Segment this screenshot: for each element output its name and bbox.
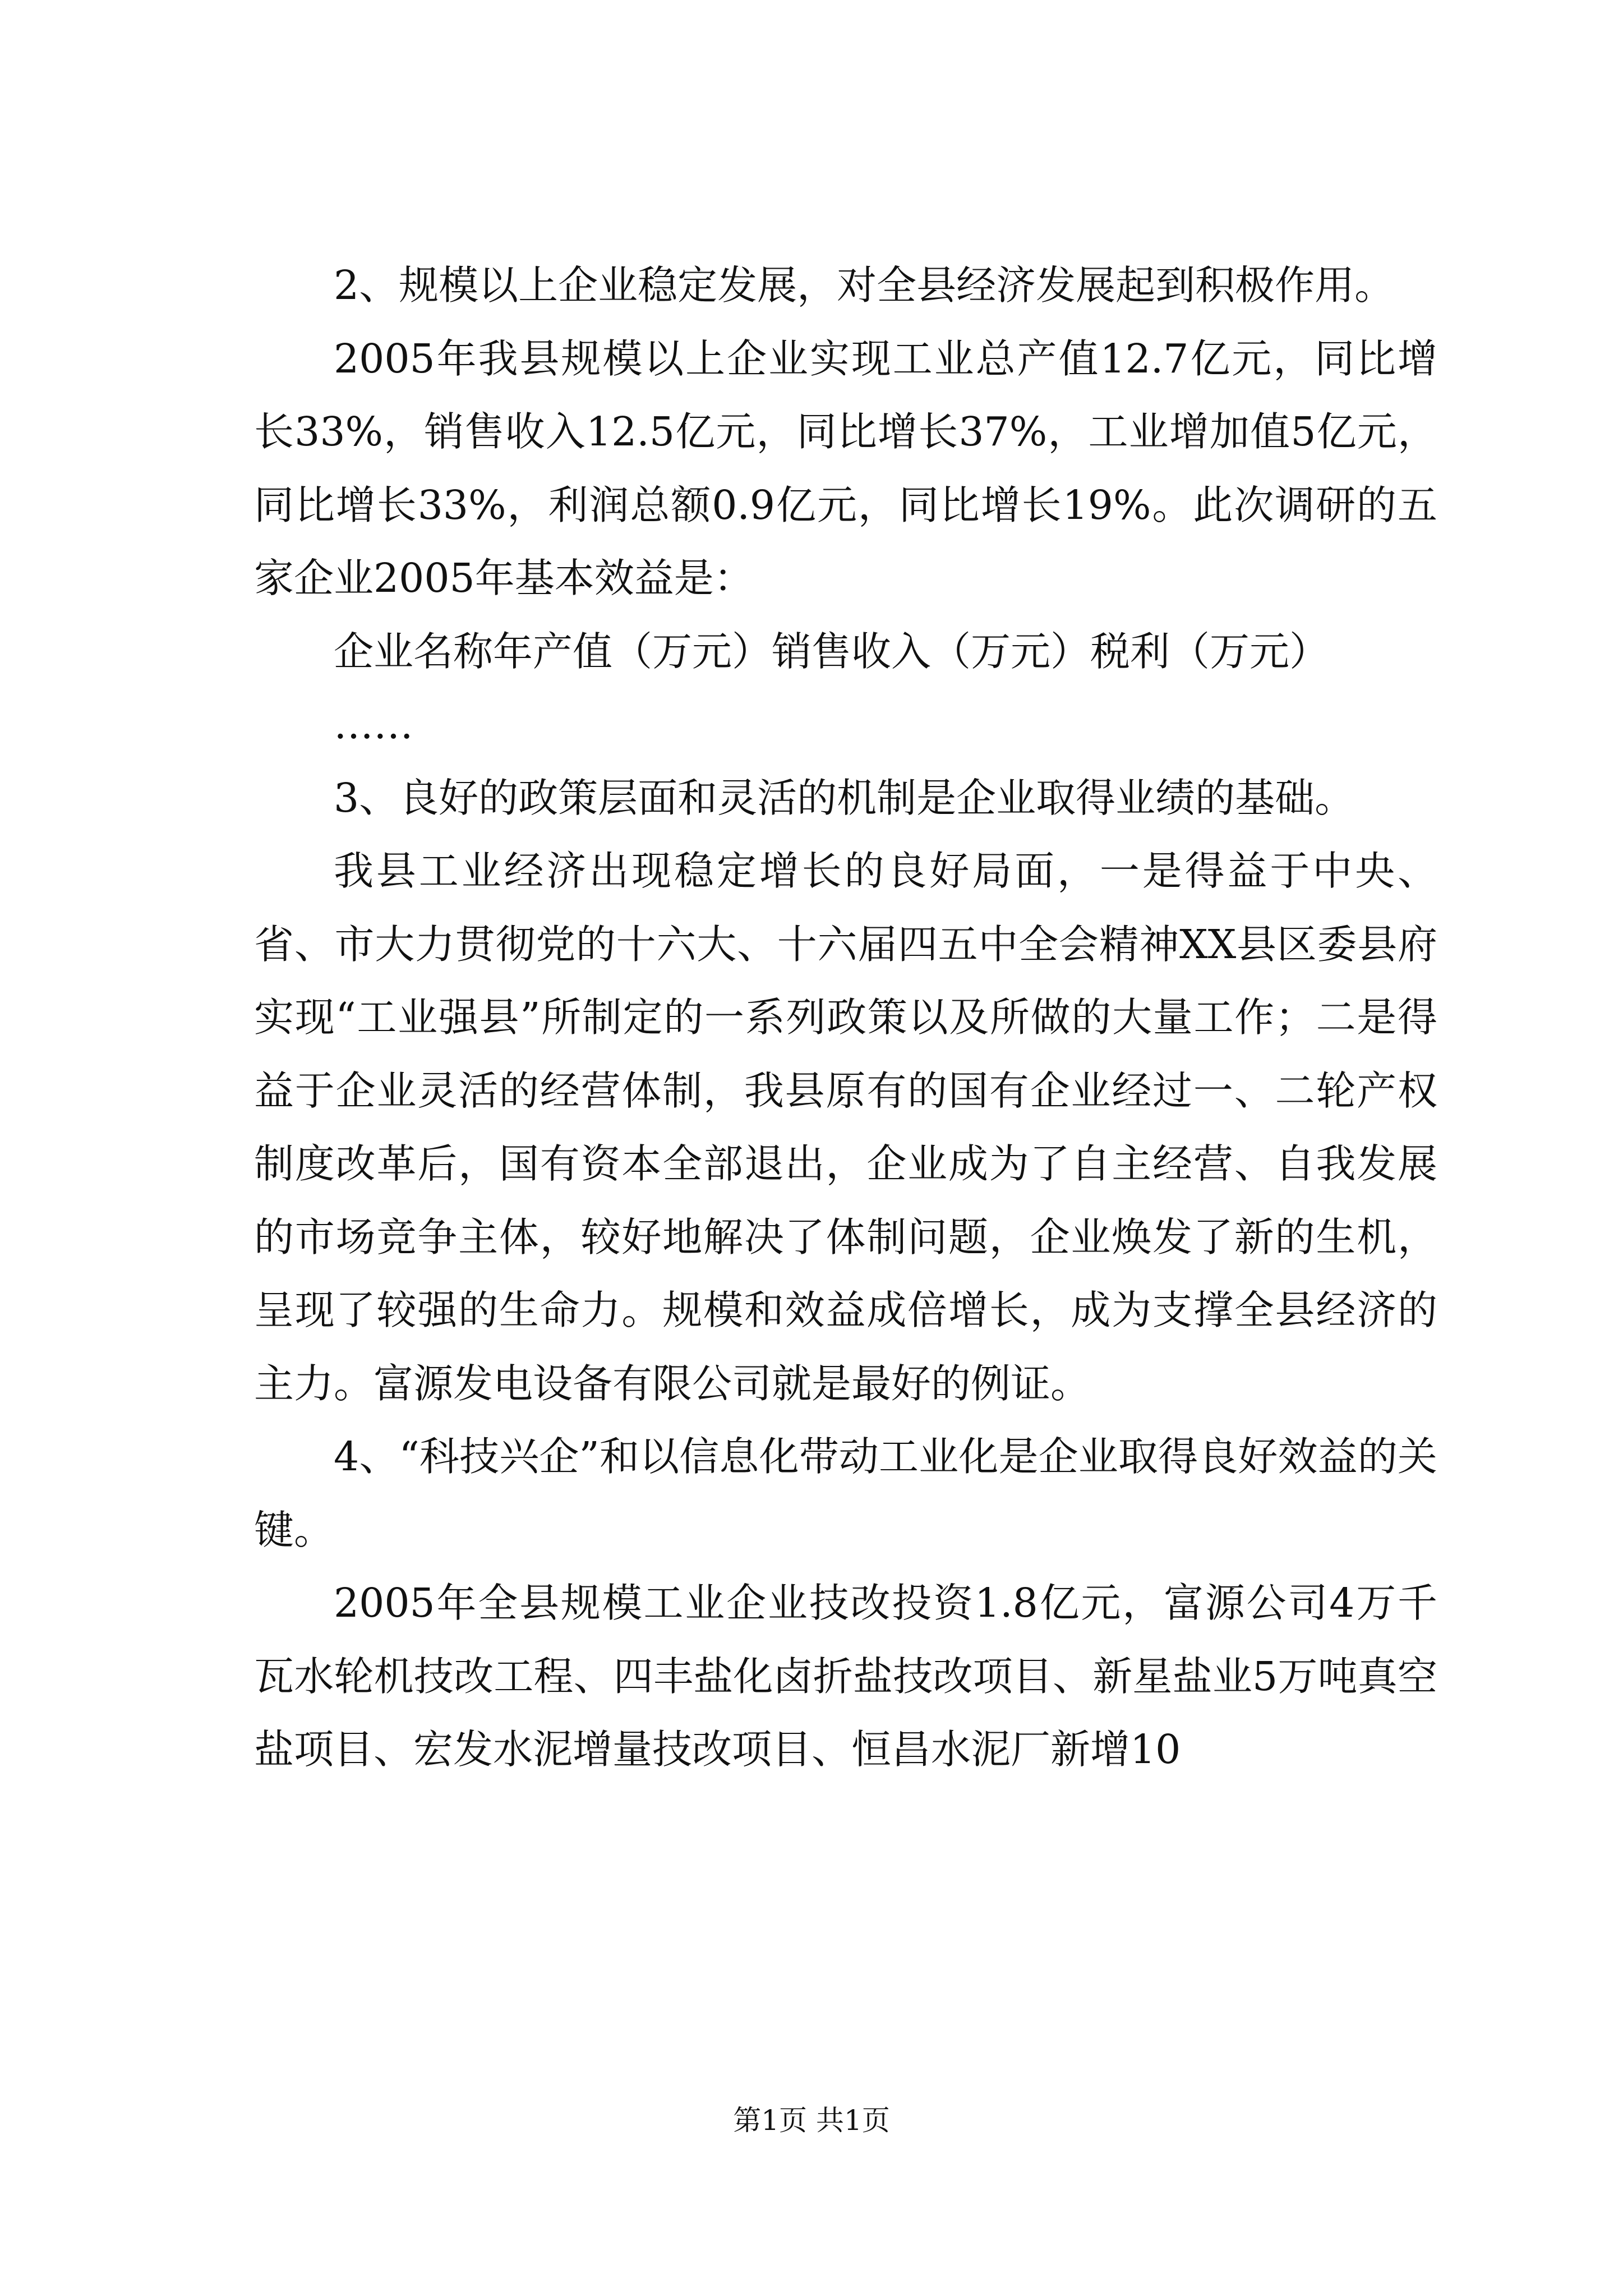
document-body xyxy=(254,249,1437,1787)
paragraph-tech-investment: 2005年全县规模工业企业技改投资1.8亿元，富源公司4万千瓦水轮机技改工程、四丰盐化卤折盐技改项目、新星盐业5万吨真空盐项目、宏发水泥增量技改项目、恒昌水泥厂新增10 xyxy=(254,1580,1437,1773)
page-footer: 第1页 共1页 xyxy=(733,2104,890,2137)
paragraph-2005-output-summary: 2005年我县规模以上企业实现工业总产值12.7亿元，同比增长33%，销售收入12.5亿元，同比增长37%，工业增加值5亿元，同比增长33%，利润总额0.9亿元，同比增长19%。此次调研的五家企业2005年基本效益是： xyxy=(254,335,1437,601)
paragraph-policy-mechanism: 我县工业经济出现稳定增长的良好局面，一是得益于中央、省、市大力贯彻党的十六大、十六届四五中全会精神XX县区委县府实现“工业强县”所制定的一系列政策以及所做的大量工作；二是得益于企业灵活的经营体制，我县原有的国有企业经过一、二轮产权制度改革后，国有资本全部退出，企业成为了自主经营、自我发展的市场竞争主体，较好地解决了体制问题，企业焕发了新的生机，呈现了较强的生命力。规模和效益成倍增长，成为支撑全县经济的主力。富源发电设备有限公司就是最好的例证。 xyxy=(254,848,1437,1407)
paragraph-section-4-heading: 4、“科技兴企”和以信息化带动工业化是企业取得良好效益的关键。 xyxy=(254,1433,1437,1553)
paragraph-section-2-heading: 2、规模以上企业稳定发展，对全县经济发展起到积极作用。 xyxy=(334,262,1395,309)
paragraph-table-header: 企业名称年产值（万元）销售收入（万元）税利（万元） xyxy=(334,628,1330,675)
paragraph-section-3-heading: 3、良好的政策层面和灵活的机制是企业取得业绩的基础。 xyxy=(334,774,1355,821)
paragraph-ellipsis: …… xyxy=(334,701,413,748)
